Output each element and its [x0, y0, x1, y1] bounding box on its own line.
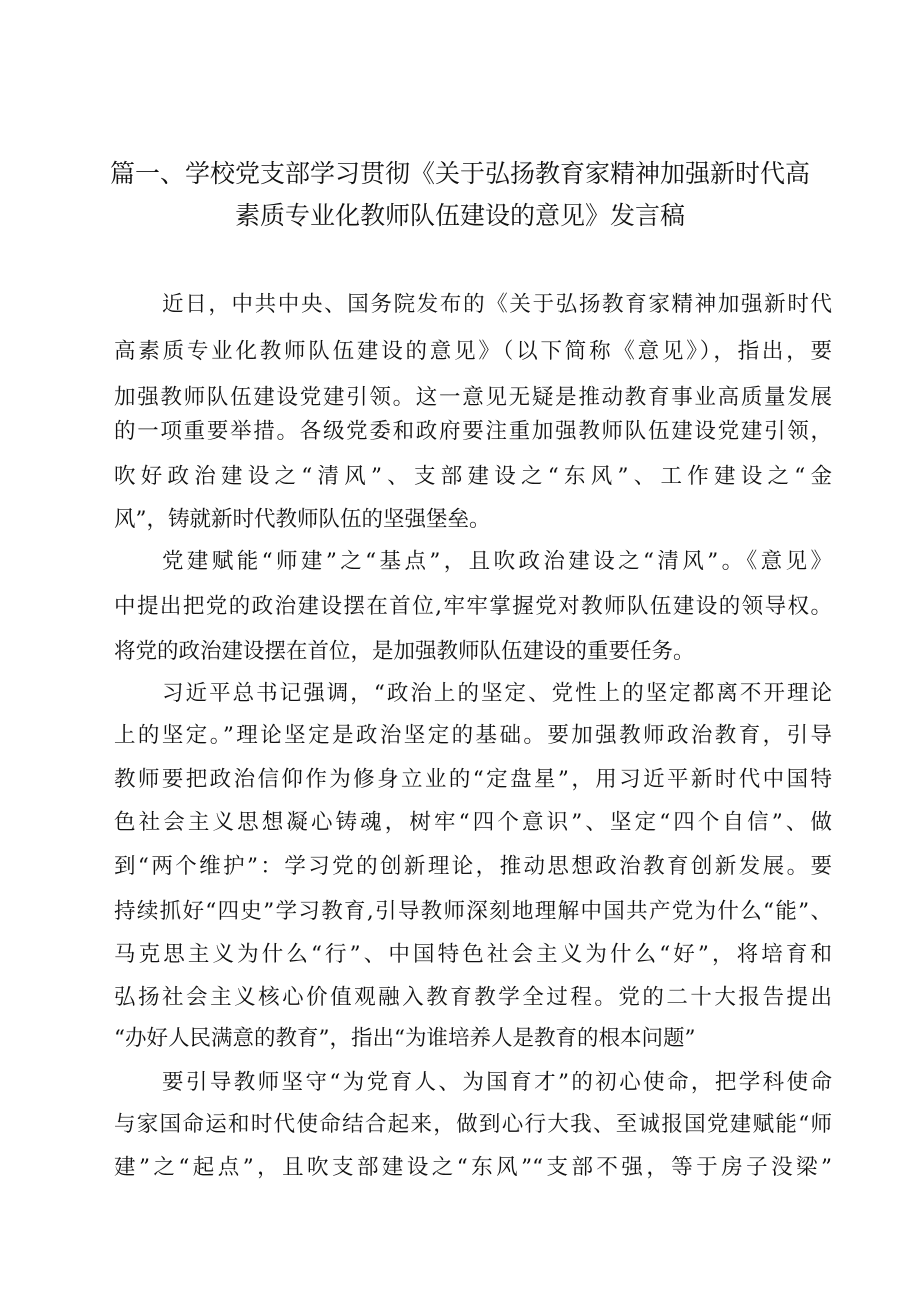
body-text-line: 近日，中共中央、国务院发布的《关于弘扬教育家精神加强新时代 — [162, 292, 832, 317]
body-text-line: 党建赋能“师建”之“基点”，且吹政治建设之“清风”。《意见》 — [162, 549, 832, 574]
document-title-line-2: 素质专业化教师队伍建设的意见》发言稿 — [234, 201, 685, 230]
body-text-line: 要引导教师坚守“为党育人、为国育才”的初心使命，把学科使命 — [162, 1070, 832, 1095]
document-title-line-1: 篇一、学校党支部学习贯彻《关于弘扬教育家精神加强新时代高 — [109, 159, 810, 188]
body-text-line: 教师要把政治信仰作为修身立业的“定盘星”，用习近平新时代中国特 — [114, 767, 832, 792]
body-text-line: 到“两个维护”：学习党的创新理论，推动思想政治教育创新发展。要 — [114, 854, 832, 879]
body-text-line: 马克思主义为什么“行”、中国特色社会主义为什么“好”，将培育和 — [114, 942, 832, 967]
body-text-line: 高素质专业化教师队伍建设的意见》（以下简称《意见》），指出，要 — [114, 339, 832, 364]
body-text-line: 色社会主义思想凝心铸魂，树牢“四个意识”、坚定“四个自信”、做 — [114, 810, 832, 835]
body-text-line: 吹好政治建设之“清风”、支部建设之“东风”、工作建设之“金 — [114, 464, 832, 489]
body-text-line: 弘扬社会主义核心价值观融入教育教学全过程。党的二十大报告提出 — [114, 985, 832, 1010]
body-text-line: 习近平总书记强调，“政治上的坚定、党性上的坚定都离不开理论 — [162, 681, 832, 706]
body-text-line: 中提出把党的政治建设摆在首位,牢牢掌握党对教师队伍建设的领导权。 — [114, 594, 832, 619]
body-text-line: 的一项重要举措。各级党委和政府要注重加强教师队伍建设党建引领， — [114, 419, 832, 444]
body-text-line: 持续抓好“四史”学习教育,引导教师深刻地理解中国共产党为什么“能”、 — [114, 899, 832, 924]
body-text-line: 加强教师队伍建设党建引领。这一意见无疑是推动教育事业高质量发展 — [114, 385, 832, 410]
body-text-line: 与家国命运和时代使命结合起来，做到心行大我、至诚报国党建赋能“师 — [114, 1112, 832, 1137]
body-text-line: 建”之“起点”，且吹支部建设之“东风”“支部不强，等于房子没梁” — [114, 1155, 832, 1180]
body-text-line: 将党的政治建设摆在首位，是加强教师队伍建设的重要任务。 — [114, 639, 695, 664]
body-text-line: 上的坚定。”理论坚定是政治坚定的基础。要加强教师政治教育，引导 — [114, 723, 832, 748]
body-text-line: “办好人民满意的教育”，指出“为谁培养人是教育的根本问题” — [114, 1026, 696, 1051]
body-text-line: 风”，铸就新时代教师队伍的坚强堡垒。 — [114, 507, 491, 532]
